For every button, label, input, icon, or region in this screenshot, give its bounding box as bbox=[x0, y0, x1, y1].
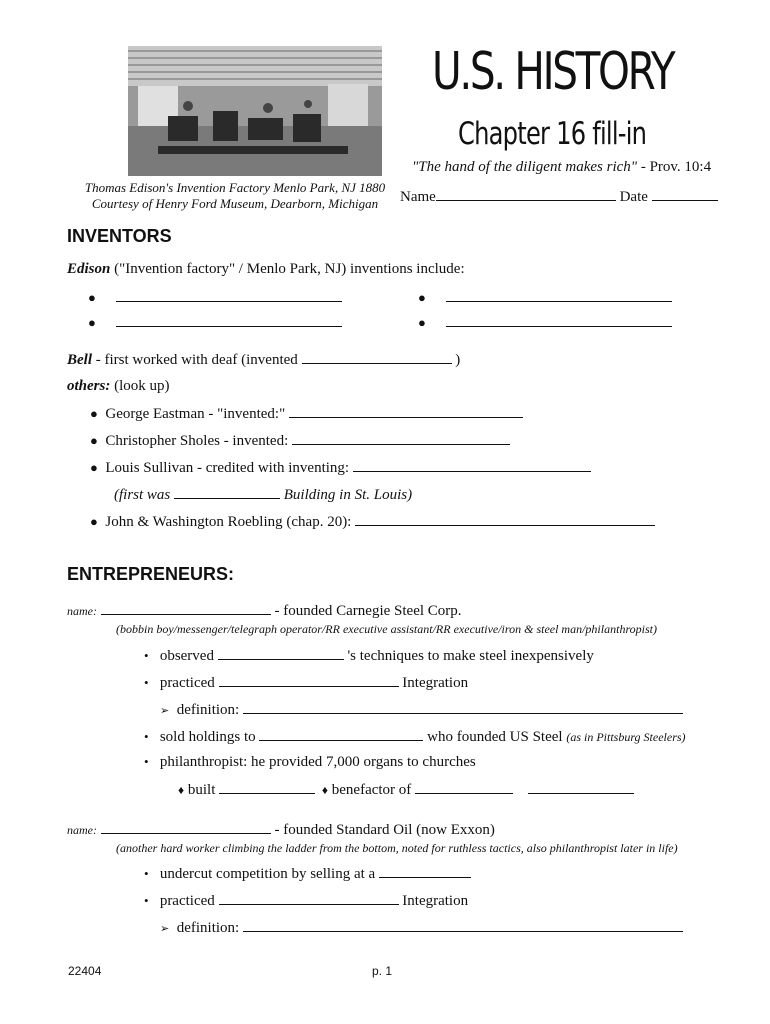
photo-caption bbox=[70, 180, 400, 212]
eastman-text: George Eastman - "invented:" bbox=[105, 406, 289, 422]
undercut-blank[interactable] bbox=[379, 865, 471, 878]
footer-code: 22404 bbox=[68, 964, 102, 978]
caption-line-2: Courtesy of Henry Ford Museum, Dearborn, Michigan bbox=[91, 196, 379, 211]
roebling-blank[interactable] bbox=[355, 513, 655, 526]
bell-blank[interactable] bbox=[302, 351, 452, 364]
practiced-blank[interactable] bbox=[219, 674, 399, 687]
first-was-text: (first was bbox=[114, 487, 175, 503]
name-label: name: bbox=[67, 823, 97, 837]
integration-text: Integration bbox=[398, 675, 469, 691]
list-item: ● John & Washington Roebling (chap. 20): bbox=[90, 513, 655, 531]
sholes-blank[interactable] bbox=[292, 432, 510, 445]
bell-close: ) bbox=[451, 352, 461, 368]
name-label: name: bbox=[67, 604, 97, 618]
first-was-line bbox=[114, 486, 412, 504]
sold-blank[interactable] bbox=[259, 728, 423, 741]
sullivan-text: Louis Sullivan - credited with inventing: bbox=[105, 460, 353, 476]
practiced-text: practiced bbox=[159, 675, 219, 691]
eastman-blank[interactable] bbox=[289, 405, 523, 418]
built-blank[interactable] bbox=[219, 781, 315, 794]
roebling-text: John & Washington Roebling (chap. 20): bbox=[105, 514, 356, 530]
rockefeller-text: - founded Standard Oil (now Exxon) bbox=[270, 822, 495, 838]
definition-label: definition: bbox=[176, 920, 243, 936]
list-item: ● George Eastman - "invented:" bbox=[90, 405, 523, 423]
carnegie-subtext: (bobbin boy/messenger/telegraph operator/RR executive assistant/RR executive/iron & steel man/philanthropist) bbox=[116, 622, 657, 636]
practiced-text: practiced bbox=[159, 893, 219, 909]
chapter-subtitle: Chapter 16 fill-in bbox=[458, 116, 647, 152]
definition-label: definition: bbox=[176, 702, 243, 718]
page-number: p. 1 bbox=[372, 964, 393, 978]
entrepreneurs-heading: ENTREPRENEURS: bbox=[67, 564, 235, 584]
edison-blank-1[interactable]: ● bbox=[88, 289, 342, 307]
verse-quote: "The hand of the diligent makes rich" bbox=[412, 159, 638, 175]
verse bbox=[412, 159, 711, 176]
definition-line: ➢ definition: bbox=[160, 701, 683, 719]
edison-blank-3[interactable]: ● bbox=[88, 314, 342, 332]
others-line bbox=[67, 378, 170, 395]
sholes-text: Christopher Sholes - invented: bbox=[105, 433, 293, 449]
us-steel-text: who founded US Steel bbox=[423, 729, 567, 745]
bell-label: Bell bbox=[67, 352, 92, 368]
observed-tail: 's techniques to make steel inexpensively bbox=[343, 648, 594, 664]
list-item: • practiced Integration bbox=[144, 675, 469, 691]
practiced-blank-2[interactable] bbox=[219, 892, 399, 905]
caption-line-1: Thomas Edison's Invention Factory Menlo Park, NJ 1880 bbox=[84, 180, 386, 195]
built-line: ♦ built ♦ benefactor of bbox=[178, 781, 634, 799]
philanthropist-text: philanthropist: he provided 7,000 organs to churches bbox=[159, 754, 476, 770]
rockefeller-subtext: (another hard worker climbing the ladder from the bottom, noted for ruthless tactics, also philanthropist later in life) bbox=[116, 841, 678, 855]
date-label: Date bbox=[619, 189, 648, 205]
edison-line bbox=[67, 261, 465, 278]
bell-text: - first worked with deaf (invented bbox=[92, 352, 302, 368]
first-was-blank[interactable] bbox=[174, 486, 280, 499]
built-text: built bbox=[187, 782, 220, 798]
list-item: • philanthropist: he provided 7,000 organs to churches bbox=[144, 754, 476, 770]
edison-blank-4[interactable]: ● bbox=[418, 314, 672, 332]
edison-blank-2[interactable]: ● bbox=[418, 289, 672, 307]
others-label: others: bbox=[67, 378, 111, 394]
edison-text: ("Invention factory" / Menlo Park, NJ) inventions include: bbox=[110, 261, 465, 277]
building-text: Building in St. Louis) bbox=[280, 487, 413, 503]
list-item: ● Christopher Sholes - invented: bbox=[90, 432, 510, 450]
benefactor-blank-2[interactable] bbox=[528, 781, 634, 794]
list-item: • practiced Integration bbox=[144, 893, 469, 909]
bell-line bbox=[67, 351, 460, 369]
list-item: • sold holdings to who founded US Steel (as in Pittsburg Steelers) bbox=[144, 729, 686, 745]
undercut-text: undercut competition by selling at a bbox=[159, 866, 379, 882]
name-blank[interactable] bbox=[436, 188, 616, 201]
steelers-note: (as in Pittsburg Steelers) bbox=[566, 730, 686, 744]
carnegie-name-blank[interactable] bbox=[101, 602, 271, 615]
rockefeller-line bbox=[67, 821, 495, 839]
name-label: Name bbox=[400, 189, 436, 205]
definition-line: ➢ definition: bbox=[160, 919, 683, 937]
carnegie-text: - founded Carnegie Steel Corp. bbox=[270, 603, 462, 619]
benefactor-text: benefactor of bbox=[331, 782, 416, 798]
others-text: (look up) bbox=[110, 378, 170, 394]
observed-text: observed bbox=[159, 648, 218, 664]
benefactor-blank-1[interactable] bbox=[415, 781, 513, 794]
list-item: • undercut competition by selling at a bbox=[144, 865, 471, 883]
inventors-heading: INVENTORS bbox=[67, 226, 172, 246]
definition-blank-2[interactable] bbox=[243, 919, 683, 932]
rockefeller-name-blank[interactable] bbox=[101, 821, 271, 834]
edison-label: Edison bbox=[67, 261, 111, 277]
carnegie-line bbox=[67, 602, 462, 620]
observed-blank[interactable] bbox=[218, 647, 344, 660]
name-date-line bbox=[400, 188, 718, 206]
edison-factory-photo bbox=[128, 46, 382, 176]
definition-blank[interactable] bbox=[243, 701, 683, 714]
verse-ref: - Prov. 10:4 bbox=[637, 159, 712, 175]
integration-text: Integration bbox=[398, 893, 469, 909]
sold-text: sold holdings to bbox=[159, 729, 260, 745]
list-item: • observed 's techniques to make steel inexpensively bbox=[144, 648, 594, 664]
sullivan-blank[interactable] bbox=[353, 459, 591, 472]
date-blank[interactable] bbox=[652, 188, 718, 201]
list-item: ● Louis Sullivan - credited with inventing: bbox=[90, 459, 591, 477]
page-title: U.S. HISTORY bbox=[432, 42, 674, 102]
